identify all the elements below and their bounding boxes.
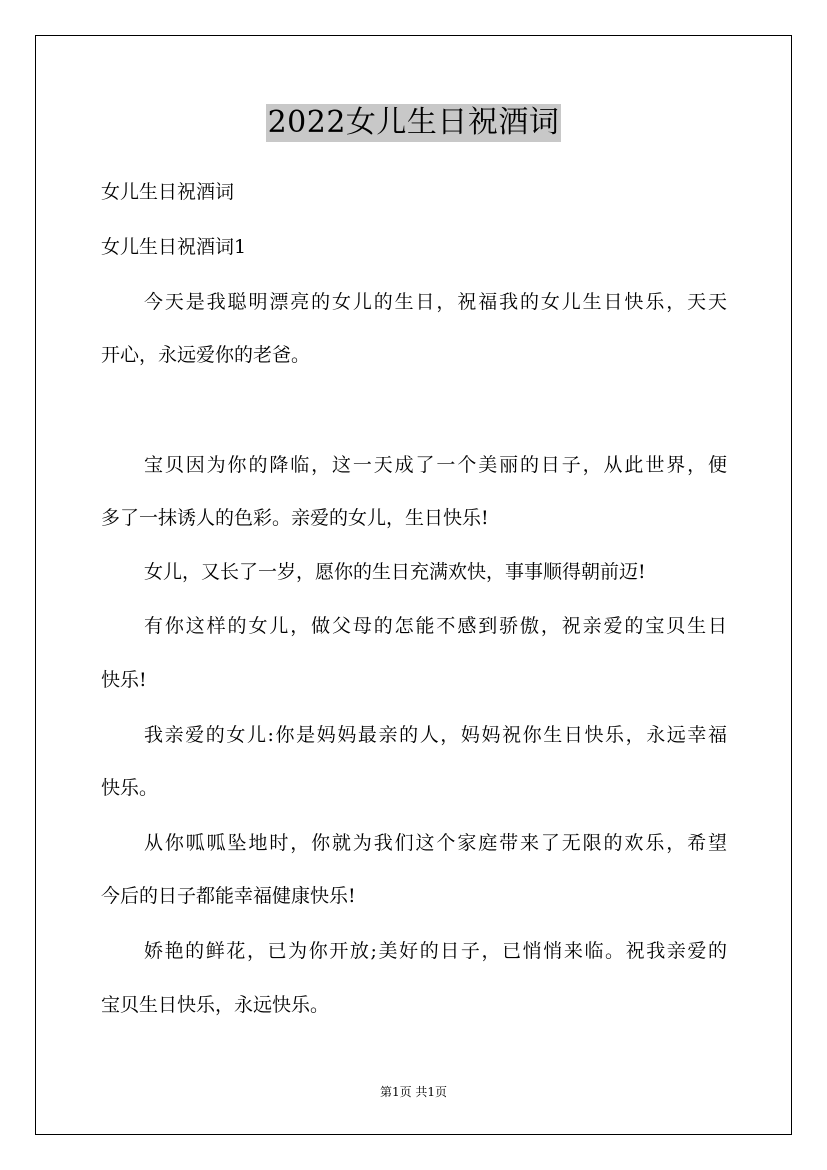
document-title: 2022女儿生日祝酒词	[267, 105, 560, 140]
subtitle: 女儿生日祝酒词	[101, 181, 235, 203]
paragraph-line: 开心，永远爱你的老爸。	[101, 344, 311, 366]
paragraph-line: 从你呱呱坠地时，你就为我们这个家庭带来了无限的欢乐，希望	[144, 832, 727, 854]
paragraph-line: 有你这样的女儿，做父母的怎能不感到骄傲，祝亲爱的宝贝生日	[144, 615, 727, 637]
paragraph-line: 今后的日子都能幸福健康快乐!	[101, 885, 356, 907]
paragraph-line: 快乐。	[101, 777, 159, 799]
paragraph-line: 娇艳的鲜花，已为你开放;美好的日子，已悄悄来临。祝我亲爱的	[144, 940, 727, 962]
paragraph-line: 宝贝生日快乐，永远快乐。	[101, 994, 330, 1016]
paragraph-line: 宝贝因为你的降临，这一天成了一个美丽的日子，从此世界，便	[144, 454, 727, 476]
paragraph-line: 今天是我聪明漂亮的女儿的生日，祝福我的女儿生日快乐，天天	[144, 291, 727, 313]
paragraph-line: 女儿，又长了一岁，愿你的生日充满欢快，事事顺得朝前迈!	[144, 561, 646, 583]
paragraph-line: 多了一抹诱人的色彩。亲爱的女儿，生日快乐!	[101, 507, 489, 529]
page-footer: 第1页 共1页	[379, 1085, 448, 1099]
section-heading: 女儿生日祝酒词1	[101, 236, 247, 258]
paragraph-line: 我亲爱的女儿:你是妈妈最亲的人，妈妈祝你生日快乐，永远幸福	[144, 724, 727, 746]
paragraph-line: 快乐!	[101, 669, 147, 691]
title-container	[0, 104, 827, 142]
